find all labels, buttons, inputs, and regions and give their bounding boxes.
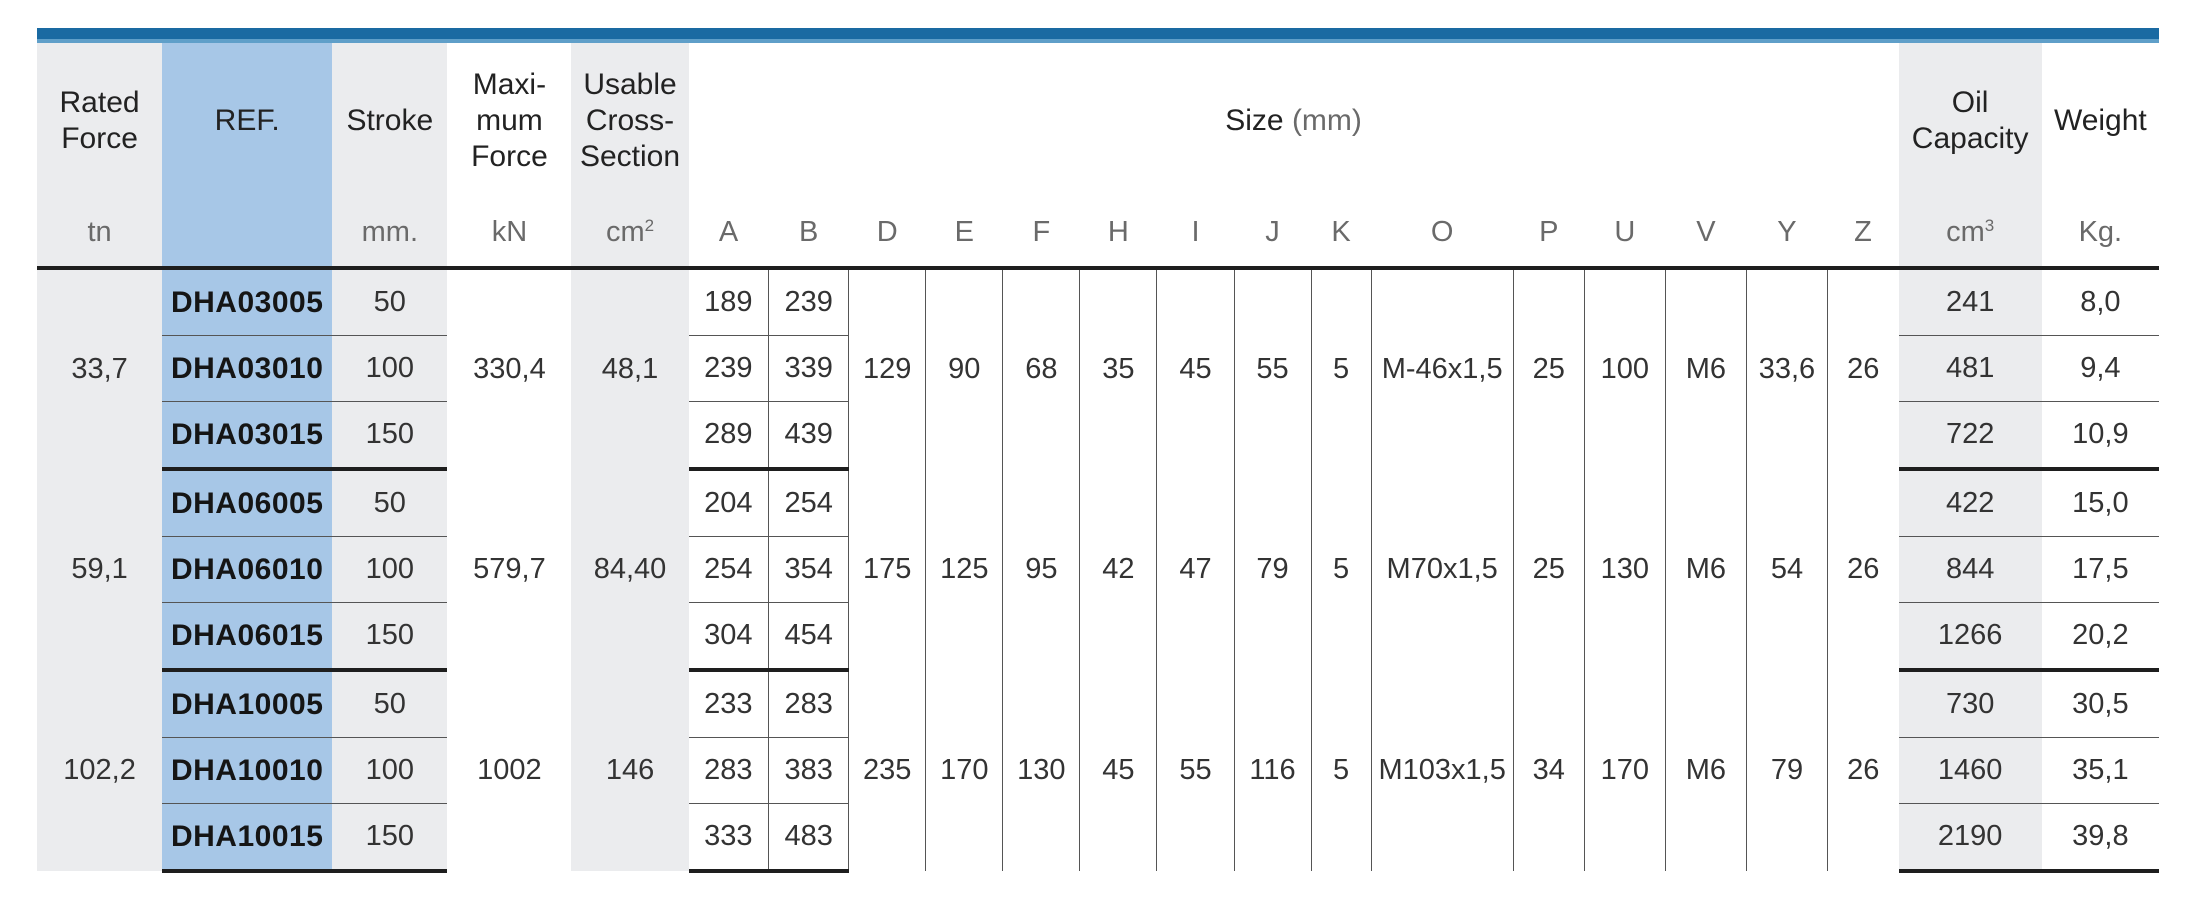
size-y-cell: 33,6: [1746, 268, 1827, 469]
col-header-weight: Weight: [2053, 104, 2147, 137]
size-a-cell: 333: [689, 804, 769, 872]
col-header-cross-section: Usable Cross- Section: [571, 43, 688, 199]
stroke-cell: 100: [332, 738, 447, 804]
col-header-stroke: Stroke: [332, 43, 447, 199]
rated-force-cell: 59,1: [37, 469, 162, 670]
size-a-cell: 254: [689, 537, 769, 603]
col-header-max-force: Maxi- mum Force: [471, 68, 548, 173]
unit-oil-capacity: $cm^3$: [1899, 199, 2042, 268]
size-f-cell: 68: [1003, 268, 1080, 469]
max-force-cell: 330,4: [473, 353, 546, 385]
ref-cell: DHA03005: [162, 268, 332, 336]
col-header-size: [689, 43, 1899, 199]
unit-weight: Kg.: [2042, 199, 2159, 268]
size-col-o: O: [1371, 199, 1513, 268]
size-o-cell: M-46x1,5: [1371, 268, 1513, 469]
rated-force-cell: 33,7: [37, 268, 162, 469]
size-p-cell: 25: [1513, 268, 1584, 469]
size-b-cell: 254: [769, 469, 849, 537]
stroke-cell: 50: [332, 469, 447, 537]
size-h-cell: 45: [1080, 670, 1157, 871]
size-col-u: U: [1584, 199, 1665, 268]
col-header-oil-capacity: Oil Capacity: [1899, 43, 2042, 199]
size-z-cell: 26: [1847, 553, 1880, 585]
size-col-h: H: [1080, 199, 1157, 268]
size-o-cell: M70x1,5: [1371, 469, 1513, 670]
size-d-cell: 235: [849, 670, 926, 871]
size-col-y: Y: [1746, 199, 1827, 268]
header-row-units: [37, 199, 2159, 268]
stroke-cell: 150: [332, 402, 447, 470]
size-o-cell: M103x1,5: [1371, 670, 1513, 871]
size-v-cell: M6: [1665, 469, 1746, 670]
weight-cell: 8,0: [2042, 268, 2159, 336]
size-a-cell: 289: [689, 402, 769, 470]
size-u-cell: 130: [1584, 469, 1665, 670]
ref-cell: DHA03015: [162, 402, 332, 470]
oil-capacity-cell: 722: [1899, 402, 2042, 470]
weight-cell: 10,9: [2042, 402, 2159, 470]
cross-section-cell: 146: [571, 670, 688, 871]
stroke-cell: 100: [332, 336, 447, 402]
size-col-v: V: [1665, 199, 1746, 268]
col-header-rated-force: Rated Force: [37, 43, 162, 199]
size-k-cell: 5: [1311, 670, 1371, 871]
size-b-cell: 239: [769, 268, 849, 336]
size-e-cell: 125: [926, 469, 1003, 670]
size-col-d: D: [849, 199, 926, 268]
size-a-cell: 304: [689, 603, 769, 671]
unit-stroke: mm.: [332, 199, 447, 268]
size-b-cell: 283: [769, 670, 849, 738]
stroke-cell: 50: [332, 670, 447, 738]
size-p-cell: 25: [1513, 469, 1584, 670]
max-force-cell: 1002: [477, 754, 542, 786]
size-col-e: E: [926, 199, 1003, 268]
size-u-cell: 170: [1584, 670, 1665, 871]
oil-capacity-cell: 1266: [1899, 603, 2042, 671]
cross-section-cell: 84,40: [571, 469, 688, 670]
unit-cross-section: $cm^2$: [571, 199, 688, 268]
size-i-cell: 47: [1157, 469, 1234, 670]
spec-table-body: [37, 268, 2159, 871]
weight-cell: 9,4: [2042, 336, 2159, 402]
oil-capacity-cell: 241: [1899, 268, 2042, 336]
ref-cell: DHA06010: [162, 537, 332, 603]
size-col-f: F: [1003, 199, 1080, 268]
size-h-cell: 42: [1080, 469, 1157, 670]
size-a-cell: 233: [689, 670, 769, 738]
max-force-cell: 579,7: [473, 553, 546, 585]
size-b-cell: 483: [769, 804, 849, 872]
top-accent-bar: [37, 28, 2159, 43]
size-col-i: I: [1157, 199, 1234, 268]
spec-table-container: [37, 28, 2159, 873]
size-j-cell: 79: [1234, 469, 1311, 670]
size-a-cell: 239: [689, 336, 769, 402]
rated-force-cell: 102,2: [37, 670, 162, 871]
size-k-cell: 5: [1311, 469, 1371, 670]
stroke-cell: 150: [332, 603, 447, 671]
size-d-cell: 129: [849, 268, 926, 469]
weight-cell: 35,1: [2042, 738, 2159, 804]
size-b-cell: 354: [769, 537, 849, 603]
ref-cell: DHA10005: [162, 670, 332, 738]
size-b-cell: 439: [769, 402, 849, 470]
size-label: Size: [1225, 104, 1284, 137]
hydraulic-cylinder-spec-table: [37, 43, 2159, 873]
weight-cell: 30,5: [2042, 670, 2159, 738]
size-d-cell: 175: [849, 469, 926, 670]
size-v-cell: M6: [1665, 670, 1746, 871]
size-col-k: K: [1311, 199, 1371, 268]
size-y-cell: 79: [1746, 670, 1827, 871]
size-v-cell: M6: [1665, 268, 1746, 469]
table-row: [37, 469, 2159, 537]
table-row: [37, 268, 2159, 336]
weight-cell: 39,8: [2042, 804, 2159, 872]
stroke-cell: 100: [332, 537, 447, 603]
cross-section-cell: 48,1: [571, 268, 688, 469]
ref-cell: DHA03010: [162, 336, 332, 402]
size-col-z: Z: [1827, 199, 1898, 268]
oil-capacity-cell: 730: [1899, 670, 2042, 738]
unit-max-force: kN: [447, 199, 571, 268]
unit-ref: [162, 199, 332, 268]
ref-cell: DHA10010: [162, 738, 332, 804]
weight-cell: 20,2: [2042, 603, 2159, 671]
size-f-cell: 95: [1003, 469, 1080, 670]
ref-cell: DHA10015: [162, 804, 332, 872]
size-z-cell: 26: [1847, 353, 1880, 385]
oil-capacity-cell: 2190: [1899, 804, 2042, 872]
size-p-cell: 34: [1513, 670, 1584, 871]
ref-cell: DHA06015: [162, 603, 332, 671]
size-col-j: J: [1234, 199, 1311, 268]
size-f-cell: 130: [1003, 670, 1080, 871]
size-u-cell: 100: [1584, 268, 1665, 469]
stroke-cell: 50: [332, 268, 447, 336]
size-a-cell: 189: [689, 268, 769, 336]
oil-capacity-cell: 844: [1899, 537, 2042, 603]
size-a-cell: 283: [689, 738, 769, 804]
size-unit: (mm): [1291, 104, 1362, 137]
unit-rated-force: tn: [37, 199, 162, 268]
oil-capacity-cell: 481: [1899, 336, 2042, 402]
ref-cell: DHA06005: [162, 469, 332, 537]
size-b-cell: 383: [769, 738, 849, 804]
stroke-cell: 150: [332, 804, 447, 872]
weight-cell: 15,0: [2042, 469, 2159, 537]
size-i-cell: 55: [1157, 670, 1234, 871]
size-a-cell: 204: [689, 469, 769, 537]
size-col-b: B: [769, 199, 849, 268]
oil-capacity-cell: 422: [1899, 469, 2042, 537]
col-header-ref: REF.: [162, 43, 332, 199]
size-e-cell: 170: [926, 670, 1003, 871]
size-k-cell: 5: [1311, 268, 1371, 469]
size-b-cell: 454: [769, 603, 849, 671]
size-col-p: P: [1513, 199, 1584, 268]
size-j-cell: 55: [1234, 268, 1311, 469]
weight-cell: 17,5: [2042, 537, 2159, 603]
table-row: [37, 670, 2159, 738]
size-col-a: A: [689, 199, 769, 268]
size-i-cell: 45: [1157, 268, 1234, 469]
oil-capacity-cell: 1460: [1899, 738, 2042, 804]
size-j-cell: 116: [1234, 670, 1311, 871]
header-row-names: [37, 43, 2159, 199]
size-y-cell: 54: [1746, 469, 1827, 670]
size-z-cell: 26: [1847, 754, 1880, 786]
size-b-cell: 339: [769, 336, 849, 402]
size-e-cell: 90: [926, 268, 1003, 469]
size-h-cell: 35: [1080, 268, 1157, 469]
